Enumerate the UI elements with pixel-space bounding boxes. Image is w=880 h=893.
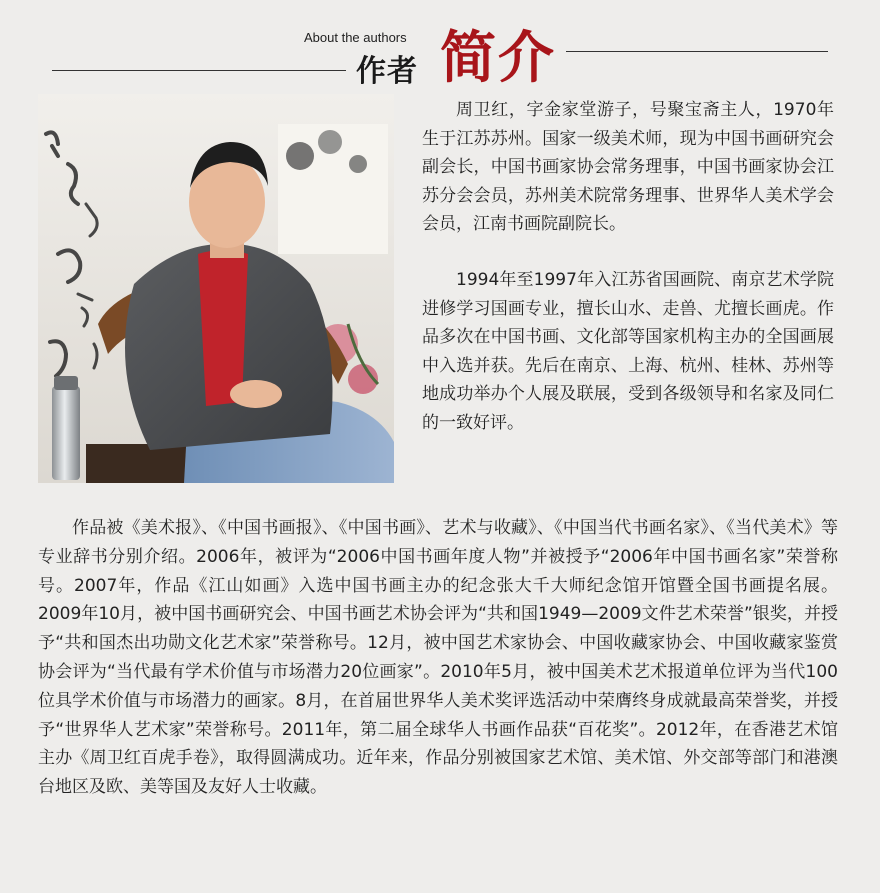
intro-paragraph-2: 1994年至1997年入江苏省国画院、南京艺术学院进修学习国画专业，擅长山水、走兽、尤擅长画虎。作品多次在中国书画、文化部等国家机构主办的全国画展中入选并获。先后在南京、上海、杭州、桂林、苏州等地成功举办个人展及联展，受到各级领导和名家及同仁的一致好评。: [422, 269, 834, 433]
intro-paragraph-1: 周卫红，字金家堂游子，号聚宝斋主人，1970年生于江苏苏州。国家一级美术师，现为中国书画研究会副会长，中国书画家协会常务理事，中国书画家协会江苏分会会员，苏州美术院常务理事、世界华人美术学会会员，江南书画院副院长。: [422, 100, 834, 235]
achievements-section: [38, 514, 838, 802]
header-title-main: 作者: [356, 54, 418, 89]
header-rule-right: [566, 51, 828, 52]
header-title-accent: 简介: [440, 25, 556, 91]
section-header: [0, 0, 880, 100]
achievements-paragraph: 作品被《美术报》、《中国书画报》、《中国书画》、艺术与收藏》、《中国当代书画名家》、《当代美术》等专业辞书分别介绍。2006年，被评为“2006中国书画年度人物”并被授予“2006年中国书画名家”荣誉称号。2007年，作品《江山如画》入选中国书画主办的纪念张大千大师纪念馆开馆暨全国书画提名展。2009年10月，被中国书画研究会、中国书画艺术协会评为“共和国1949—2009文件艺术荣誉”银奖，并授予“共和国杰出功勋文化艺术家”荣誉称号。12月，被中国艺术家协会、中国收藏家协会、中国收藏家鉴赏协会评为“当代最有学术价值与市场潜力20位画家”。2010年5月，被中国美术艺术报道单位评为当代100位具学术价值与市场潜力的画家。8月，在首届世界华人美术奖评选活动中荣膺终身成就最高荣誉奖，并授予“世界华人艺术家”荣誉称号。2011年，第二届全球华人书画作品获“百花奖”。2012年，在香港艺术馆主办《周卫红百虎手卷》，取得圆满成功。近年来，作品分别被国家艺术馆、美术馆、外交部等部门和港澳台地区及欧、美等国及友好人士收藏。: [38, 518, 838, 798]
intro-section: [422, 96, 834, 438]
author-portrait-photo: [38, 94, 394, 483]
header-rule-left: [52, 70, 346, 71]
header-subtitle: About the authors: [304, 30, 407, 45]
